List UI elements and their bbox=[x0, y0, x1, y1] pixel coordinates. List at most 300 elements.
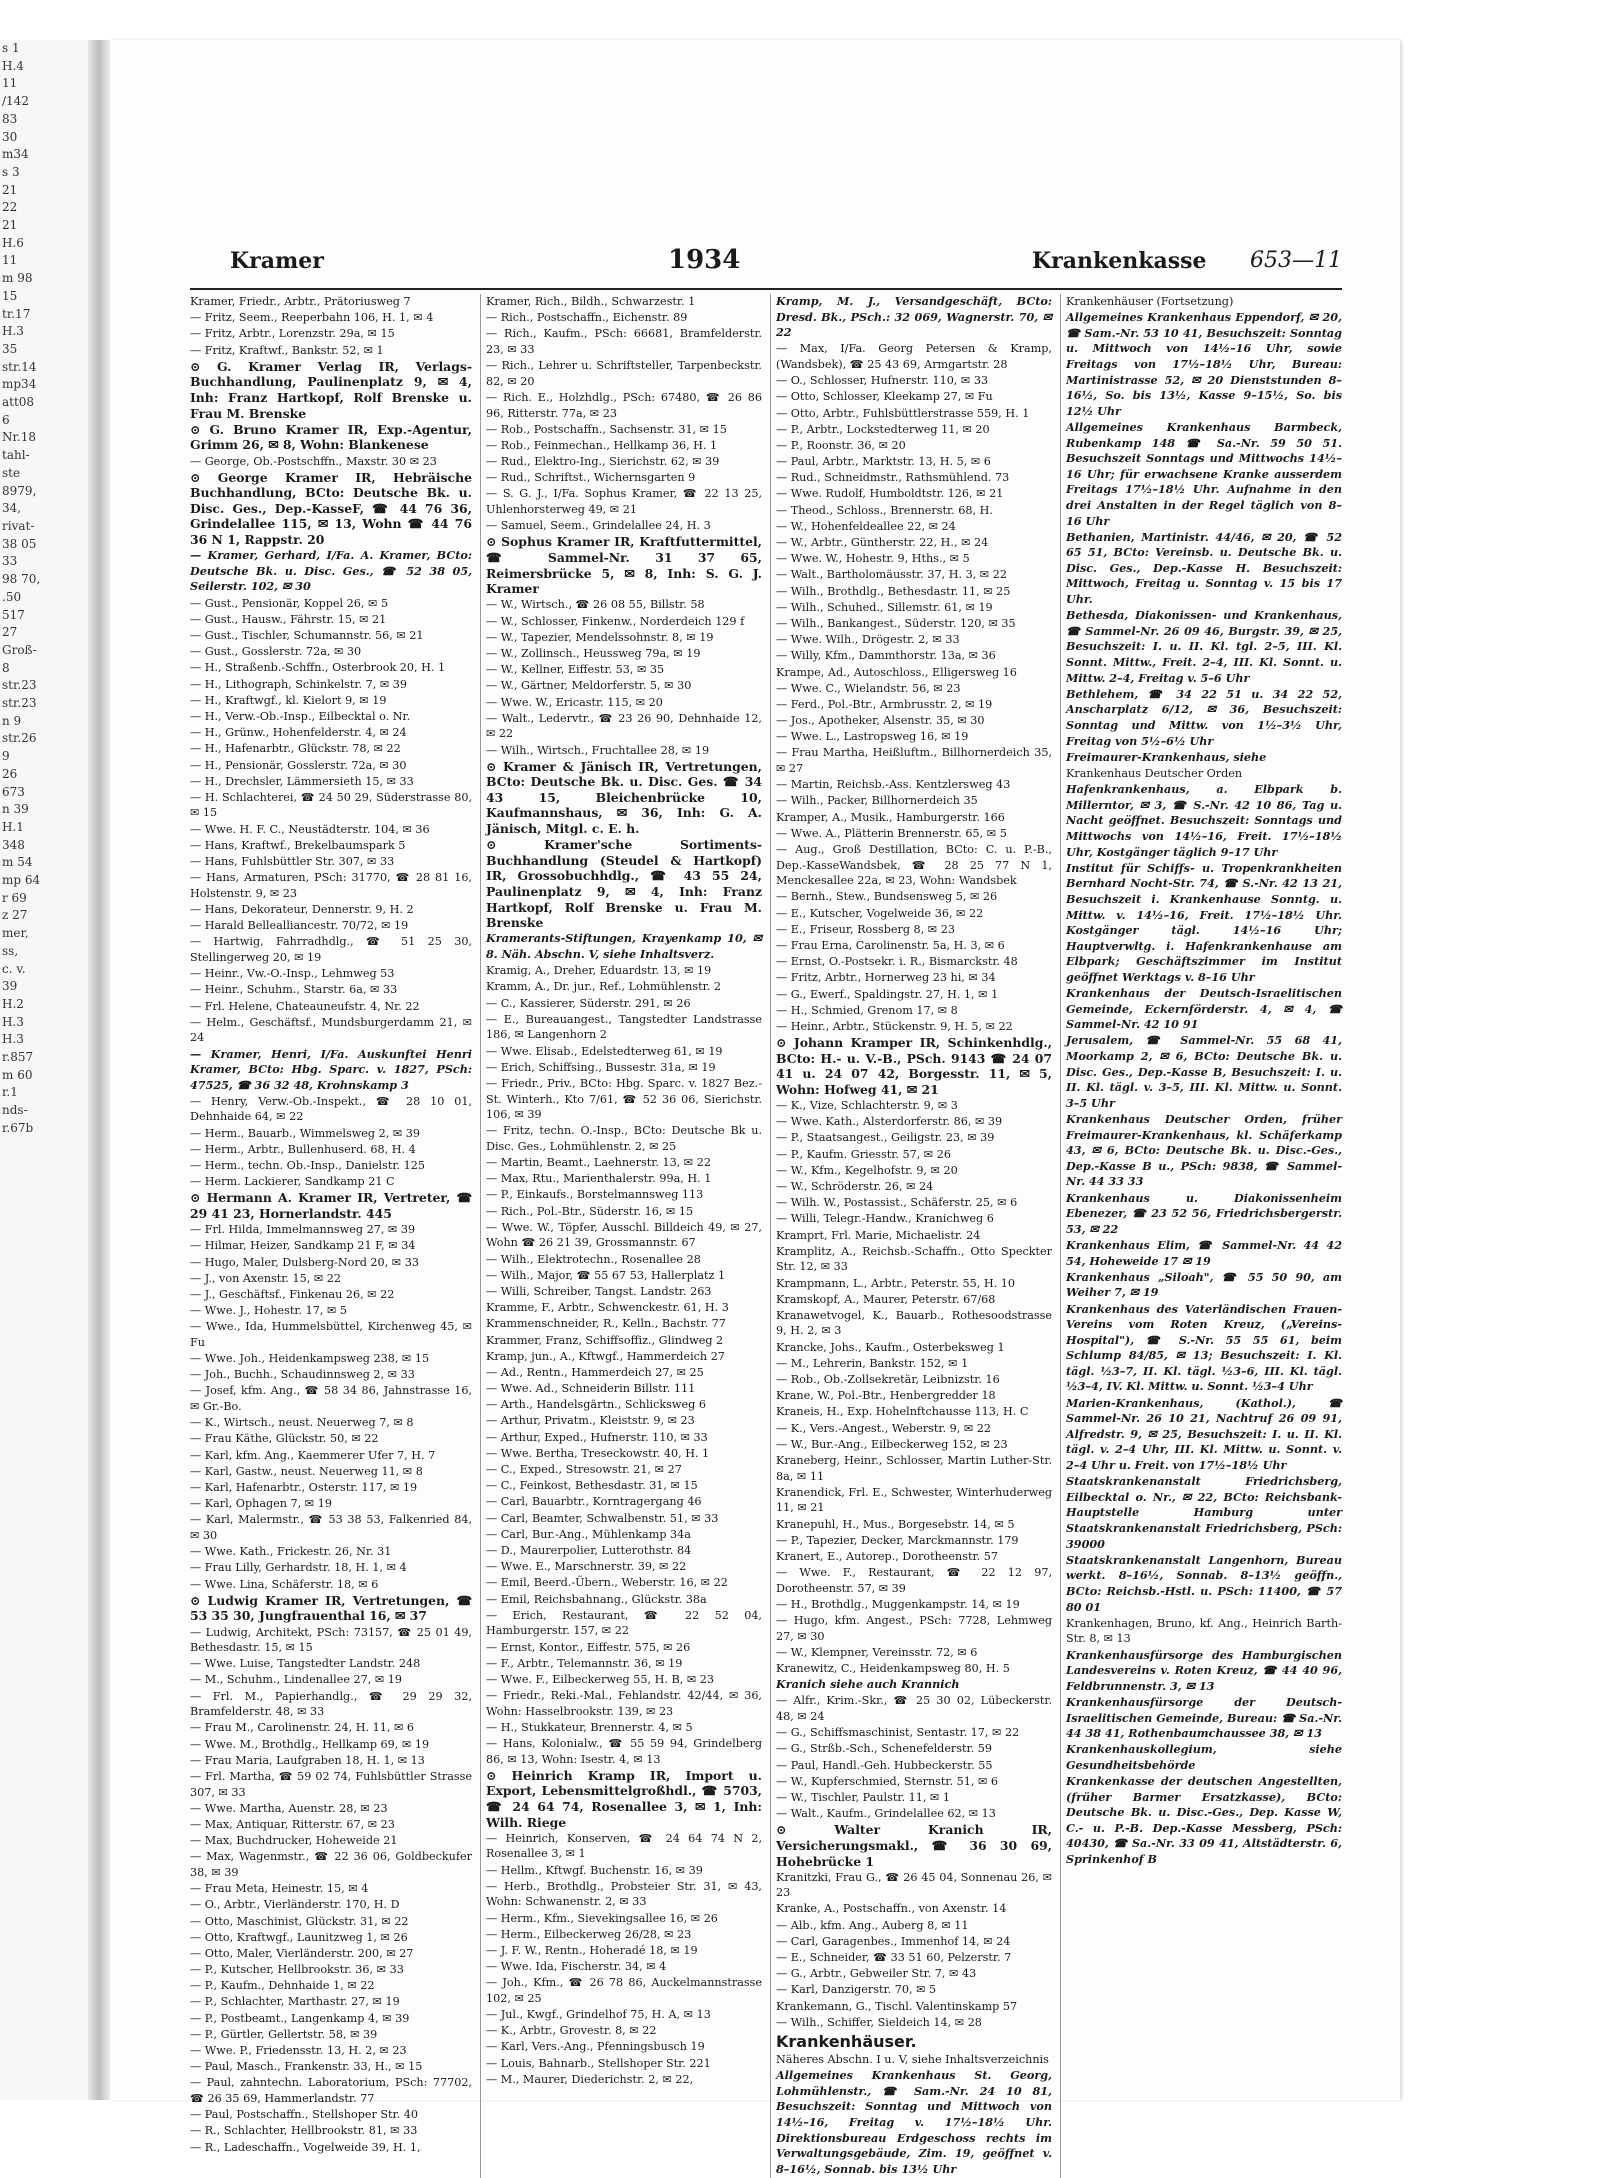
directory-entry: — P., Kutscher, Hellbrookstr. 36, ✉ 33 bbox=[190, 1963, 404, 1977]
left-fragment: 21 bbox=[2, 218, 18, 233]
directory-entry: — Rud., Schriftst., Wichernsgarten 9 bbox=[486, 471, 696, 485]
directory-entry: — Wilh., Elektrotechn., Rosenallee 28 bbox=[486, 1252, 701, 1266]
directory-entry: Kranke, A., Postschaffn., von Axenstr. 14 bbox=[776, 1902, 1007, 1916]
directory-entry: — E., Bureauangest., Tangstedter Landstrasse 186, ✉ Langenhorn 2 bbox=[486, 1012, 762, 1042]
page-header bbox=[190, 240, 1342, 280]
directory-entry: ⊙ Kramer'sche Sortiments-Buchhandlung (Steudel & Hartkopf) IR, Grossobuchhdlg., ☎ 43 55 24, Paulinenplatz 9, ✉ 4, Inh: Franz Hartkopf, Rolf Brenske u. Frau M. Brenske bbox=[486, 837, 762, 931]
directory-entry: — Emil, Reichsbahnang., Glückstr. 38a bbox=[486, 1592, 707, 1606]
directory-entry: Kramprt, Frl. Marie, Michaelistr. 24 bbox=[776, 1228, 981, 1242]
directory-entry: — Wilh., Packer, Billhornerdeich 35 bbox=[776, 794, 978, 808]
directory-entry: — Rich., Lehrer u. Schriftsteller, Tarpenbeckstr. 82, ✉ 20 bbox=[486, 359, 762, 388]
left-page-text-fragments bbox=[0, 40, 90, 1138]
directory-entry: — Wwe. C., Wielandstr. 56, ✉ 23 bbox=[776, 681, 961, 695]
left-fragment: ss, bbox=[2, 943, 19, 958]
directory-entry: — Wwe. Elisab., Edelstedterweg 61, ✉ 19 bbox=[486, 1044, 723, 1058]
directory-entry: Kramig, A., Dreher, Eduardstr. 13, ✉ 19 bbox=[486, 964, 712, 978]
directory-entry: — Karl, Malermstr., ☎ 53 38 53, Falkenried 84, ✉ 30 bbox=[190, 1513, 472, 1542]
directory-entry: Krankenhaus Deutscher Orden, früher Freimaurer-Krankenhaus, kl. Schäferkamp 43, ✉ 6, BCto: Deutsche Bk. u. Disc.-Ges., Dep.-Kasse B u., PSch: 9838, ☎ Sammel-Nr. 44 33 33 bbox=[1066, 1112, 1342, 1189]
directory-entry: — O., Arbtr., Vierländerstr. 170, H. D bbox=[190, 1898, 400, 1912]
directory-entry: — W., Tischler, Paulstr. 11, ✉ 1 bbox=[776, 1790, 950, 1804]
directory-entry: Krammer, Franz, Schiffsoffiz., Glindweg 2 bbox=[486, 1333, 724, 1347]
directory-entry: Kramer, Rich., Bildh., Schwarzestr. 1 bbox=[486, 295, 696, 308]
directory-entry: — P., Gürtler, Gellertstr. 58, ✉ 39 bbox=[190, 2027, 378, 2041]
directory-entry: — H., Lithograph, Schinkelstr. 7, ✉ 39 bbox=[190, 677, 408, 691]
directory-entry: — Ferd., Pol.-Btr., Armbrusstr. 2, ✉ 19 bbox=[776, 697, 993, 711]
directory-entry: — Wwe. Joh., Heidenkampsweg 238, ✉ 15 bbox=[190, 1352, 430, 1366]
directory-entry: — H. Schlachterei, ☎ 24 50 29, Süderstrasse 80, ✉ 15 bbox=[190, 790, 472, 820]
directory-columns bbox=[190, 294, 1342, 2176]
directory-entry: — Friedr., Priv., BCto: Hbg. Sparc. v. 1827 Bez.-St. Winterh., Kto 7/61, ☎ 52 36 06, Sierichstr. 106, ✉ 39 bbox=[486, 1076, 762, 1122]
directory-entry: — W., Tapezier, Mendelssohnstr. 8, ✉ 19 bbox=[486, 630, 714, 644]
directory-entry: Krampe, Ad., Autoschloss., Elligersweg 16 bbox=[776, 665, 1017, 679]
directory-entry: Krankenhaus Deutscher Orden bbox=[1066, 766, 1243, 780]
left-fragment: H.2 bbox=[2, 996, 24, 1011]
directory-entry: Krankenhaus der Deutsch-Israelitischen Gemeinde, Eckernförderstr. 4, ✉ 4, ☎ Sammel-Nr. 42 10 91 bbox=[1066, 986, 1342, 1032]
directory-entry: — J., von Axenstr. 15, ✉ 22 bbox=[190, 1271, 342, 1285]
directory-entry: — Rich., Pol.-Btr., Süderstr. 16, ✉ 15 bbox=[486, 1204, 694, 1218]
directory-entry: Staatskrankenanstalt Friedrichsberg, Eilbecktal o. Nr., ✉ 22, BCto: Reichsbank-Hauptstelle Hamburg unter Staatskrankenanstalt Friedrichsberg, PSch: 39000 bbox=[1066, 1474, 1342, 1551]
directory-entry: Kraneberg, Heinr., Schlosser, Martin Luther-Str. 8a, ✉ 11 bbox=[776, 1453, 1052, 1483]
left-fragment: n 39 bbox=[2, 802, 29, 817]
directory-entry: — Willy, Kfm., Dammthorstr. 13a, ✉ 36 bbox=[776, 649, 996, 663]
directory-entry: — Erich, Restaurant, ☎ 22 52 04, Hamburgerstr. 157, ✉ 22 bbox=[486, 1608, 762, 1638]
directory-entry: — Frau Erna, Carolinenstr. 5a, H. 3, ✉ 6 bbox=[776, 938, 1005, 952]
directory-entry: Kramskopf, A., Maurer, Peterstr. 67/68 bbox=[776, 1292, 996, 1306]
directory-entry: — H., Straßenb.-Schffn., Osterbrook 20, H. 1 bbox=[190, 661, 446, 675]
directory-entry: — Wwe. E., Marschnerstr. 39, ✉ 22 bbox=[486, 1560, 687, 1574]
directory-entry: — Frau Meta, Heinestr. 15, ✉ 4 bbox=[190, 1882, 369, 1896]
directory-entry: — Wwe. L., Lastropsweg 16, ✉ 19 bbox=[776, 730, 969, 744]
directory-entry: — Rob., Postschaffn., Sachsenstr. 31, ✉ 15 bbox=[486, 422, 727, 436]
directory-entry: ⊙ Heinrich Kramp IR, Import u. Export, Lebensmittelgroßhdl., ☎ 5703, ☎ 24 64 74, Rosenallee 3, ✉ 1, Inh: Wilh. Riege bbox=[486, 1767, 762, 1830]
directory-entry: — Wilh., Wirtsch., Fruchtallee 28, ✉ 19 bbox=[486, 743, 710, 757]
directory-entry: — Otto, Maschinist, Glückstr. 31, ✉ 22 bbox=[190, 1914, 409, 1928]
directory-entry: — P., Kaufm., Dehnhaide 1, ✉ 22 bbox=[190, 1979, 375, 1993]
directory-entry: — Jos., Apotheker, Alsenstr. 35, ✉ 30 bbox=[776, 714, 985, 728]
left-fragment: Nr.18 bbox=[2, 430, 37, 445]
directory-entry: — Frl. Hilda, Immelmannsweg 27, ✉ 39 bbox=[190, 1223, 416, 1237]
directory-entry: — Fritz, Seem., Reeperbahn 106, H. 1, ✉ 4 bbox=[190, 311, 434, 325]
directory-entry: — K., Vize, Schlachterstr. 9, ✉ 3 bbox=[776, 1099, 958, 1113]
directory-entry: — E., Schneider, ☎ 33 51 60, Pelzerstr. 7 bbox=[776, 1951, 1012, 1965]
directory-entry: — P., Tapezier, Decker, Marckmannstr. 179 bbox=[776, 1533, 1019, 1547]
directory-entry: — Samuel, Seem., Grindelallee 24, H. 3 bbox=[486, 519, 711, 533]
directory-entry: — Emil, Beerd.-Übern., Weberstr. 16, ✉ 22 bbox=[486, 1576, 728, 1590]
directory-entry: — W., Wirtsch., ☎ 26 08 55, Billstr. 58 bbox=[486, 598, 705, 612]
directory-entry: — Kramer, Henri, I/Fa. Auskunftei Henri Kramer, BCto: Hbg. Sparc. v. 1827, PSch: 47525, ☎ 36 32 48, Krohnskamp 3 bbox=[190, 1046, 472, 1092]
directory-entry: — Rud., Elektro-Ing., Sierichstr. 62, ✉ 39 bbox=[486, 455, 720, 469]
left-fragment: 517 bbox=[2, 607, 25, 622]
directory-entry: Kranepuhl, H., Mus., Borgesebstr. 14, ✉ 5 bbox=[776, 1517, 1015, 1531]
left-fragment: 83 bbox=[2, 111, 18, 126]
directory-entry: Kranewitz, C., Heidenkampsweg 80, H. 5 bbox=[776, 1662, 1010, 1676]
directory-entry: — Hans, Fuhlsbüttler Str. 307, ✉ 33 bbox=[190, 855, 395, 869]
directory-entry: — J., Geschäftsf., Finkenau 26, ✉ 22 bbox=[190, 1287, 395, 1301]
directory-entry: Krankenhaus des Vaterländischen Frauen-Vereins vom Roten Kreuz, („Vereins-Hospital"), ☎ S.-Nr. 55 55 61, beim Schlump 84/85, ✉ 13; Besuchszeit: I. Kl. tägl. ½3–7, II. Kl. tägl. ½3–6, III. Kl. tägl. ½3–4, IV. Kl. Mittw. u. Sonnt. ½3–4 Uhr bbox=[1066, 1301, 1342, 1394]
directory-entry: — W., Arbtr., Güntherstr. 22, H., ✉ 24 bbox=[776, 536, 989, 550]
directory-entry: — Karl, Hafenarbtr., Osterstr. 117, ✉ 19 bbox=[190, 1481, 418, 1494]
directory-entry: — Henry, Verw.-Ob.-Inspekt., ☎ 28 10 01, Dehnhaide 64, ✉ 22 bbox=[190, 1094, 472, 1124]
directory-entry: — Wwe. Martha, Auenstr. 28, ✉ 23 bbox=[190, 1801, 388, 1815]
directory-entry: — Herm., Arbtr., Bullenhuserd. 68, H. 4 bbox=[190, 1142, 416, 1156]
directory-entry: — Carl, Bur.-Ang., Mühlenkamp 34a bbox=[486, 1527, 691, 1541]
directory-entry: — Frl. Helene, Chateauneufstr. 4, Nr. 22 bbox=[190, 999, 420, 1013]
directory-entry: — Carl, Beamter, Schwalbenstr. 51, ✉ 33 bbox=[486, 1511, 719, 1525]
directory-entry: — Otto, Schlosser, Kleekamp 27, ✉ Fu bbox=[776, 390, 993, 404]
left-fragment: s 1 bbox=[2, 41, 20, 55]
directory-entry: ⊙ Sophus Kramer IR, Kraftfuttermittel, ☎ Sammel-Nr. 31 37 65, Reimersbrücke 5, ✉ 8, Inh: S. G. J. Kramer bbox=[486, 534, 762, 597]
directory-entry: — F., Arbtr., Telemannstr. 36, ✉ 19 bbox=[486, 1656, 683, 1670]
directory-entry: — George, Ob.-Postschffn., Maxstr. 30 ✉ 23 bbox=[190, 454, 437, 468]
directory-entry: — W., Kupferschmied, Sternstr. 51, ✉ 6 bbox=[776, 1774, 999, 1788]
left-fragment: H.6 bbox=[2, 235, 24, 250]
left-fragment: 9 bbox=[2, 749, 10, 764]
directory-entry: — Kramer, Gerhard, I/Fa. A. Kramer, BCto: Deutsche Bk. u. Disc. Ges., ☎ 52 38 05, Seilerstr. 102, ✉ 30 bbox=[190, 548, 472, 594]
directory-entry: — Erich, Schiffsing., Bussestr. 31a, ✉ 19 bbox=[486, 1060, 716, 1074]
directory-entry: Krankenhaus „Siloah", ☎ 55 50 90, am Weiher 7, ✉ 19 bbox=[1066, 1269, 1342, 1300]
directory-entry: — Joh., Kfm., ☎ 26 78 86, Auckelmannstrasse 102, ✉ 25 bbox=[486, 1976, 762, 2005]
directory-entry: — Rich., Postschaffn., Eichenstr. 89 bbox=[486, 311, 688, 325]
directory-entry: — R., Schlachter, Hellbrookstr. 81, ✉ 33 bbox=[190, 2124, 418, 2138]
directory-entry: — Karl, kfm. Ang., Kaemmerer Ufer 7, H. 7 bbox=[190, 1448, 436, 1462]
directory-entry: Freimaurer-Krankenhaus, siehe bbox=[1066, 749, 1267, 764]
directory-entry: — H., Kraftwgf., kl. Kielort 9, ✉ 19 bbox=[190, 693, 387, 707]
directory-entry: — Carl, Bauarbtr., Korntragergang 46 bbox=[486, 1495, 702, 1509]
directory-entry: — Fritz, Arbtr., Lorenzstr. 29a, ✉ 15 bbox=[190, 327, 395, 341]
directory-entry: ⊙ G. Kramer Verlag IR, Verlags-Buchhandlung, Paulinenplatz 9, ✉ 4, Inh: Franz Hartkopf, Rolf Brenske u. Frau M. Brenske bbox=[190, 358, 472, 421]
directory-entry: Kranawetvogel, K., Bauarb., Rothesoodstrasse 9, H. 2, ✉ 3 bbox=[776, 1308, 1052, 1338]
left-fragment: m34 bbox=[2, 147, 29, 162]
directory-entry: — Paul, Masch., Frankenstr. 33, H., ✉ 15 bbox=[190, 2060, 423, 2074]
left-fragment: .50 bbox=[2, 589, 22, 604]
directory-entry: — Heinr., Arbtr., Stückenstr. 9, H. 5, ✉ 22 bbox=[776, 1019, 1013, 1033]
left-fragment: H.1 bbox=[2, 819, 24, 834]
directory-entry: — Wwe. F., Eilbeckerweg 55, H. B, ✉ 23 bbox=[486, 1672, 714, 1686]
directory-entry: Kramper, A., Musik., Hamburgerstr. 166 bbox=[776, 810, 1005, 824]
directory-entry: — Otto, Arbtr., Fuhlsbüttlerstrasse 559, H. 1 bbox=[776, 406, 1030, 420]
directory-entry: — Fritz, Kraftwf., Bankstr. 52, ✉ 1 bbox=[190, 343, 384, 357]
directory-entry: ⊙ Ludwig Kramer IR, Vertretungen, ☎ 53 35 30, Jungfrauenthal 16, ✉ 37 bbox=[190, 1592, 472, 1624]
directory-entry: — Max, I/Fa. Georg Petersen & Kramp, (Wandsbek), ☎ 25 43 69, Armgartstr. 28 bbox=[776, 342, 1052, 371]
directory-entry: — W., Schlosser, Finkenw., Norderdeich 129 f bbox=[486, 614, 745, 628]
column-3 bbox=[770, 294, 1052, 2178]
directory-entry: — Herm., Kfm., Sievekingsallee 16, ✉ 26 bbox=[486, 1911, 718, 1925]
left-fragment: str.26 bbox=[2, 731, 37, 746]
left-fragment: mer, bbox=[2, 926, 29, 941]
directory-entry: — Wilh., Brothdlg., Bethesdastr. 11, ✉ 25 bbox=[776, 584, 1011, 598]
directory-entry: Kramm, A., Dr. jur., Ref., Lohmühlenstr. 2 bbox=[486, 980, 721, 994]
directory-entry: — Karl, Ophagen 7, ✉ 19 bbox=[190, 1497, 332, 1511]
directory-entry: — Wwe., Ida, Hummelsbüttel, Kirchenweg 45, ✉ Fu bbox=[190, 1320, 472, 1349]
directory-entry: — Wilh. W., Postassist., Schäferstr. 25, ✉ 6 bbox=[776, 1196, 1018, 1210]
directory-entry: — Wilh., Schuhed., Sillemstr. 61, ✉ 19 bbox=[776, 600, 993, 614]
left-fragment: z 27 bbox=[2, 908, 28, 923]
directory-entry: — P., Arbtr., Lockstedterweg 11, ✉ 20 bbox=[776, 422, 990, 436]
directory-entry: — C., Exped., Stresowstr. 21, ✉ 27 bbox=[486, 1463, 682, 1477]
directory-entry: — P., Einkaufs., Borstelmannsweg 113 bbox=[486, 1188, 704, 1202]
directory-entry: Krankemann, G., Tischl. Valentinskamp 57 bbox=[776, 1999, 1018, 2013]
directory-entry: — H., Pensionär, Gosslerstr. 72a, ✉ 30 bbox=[190, 758, 407, 772]
directory-entry: — Karl, Vers.-Ang., Pfenningsbusch 19 bbox=[486, 2040, 705, 2054]
header-page-number: 653—11 bbox=[1250, 248, 1342, 273]
directory-entry: — Herm. Lackierer, Sandkamp 21 C bbox=[190, 1175, 395, 1189]
directory-entry: — Willi, Schreiber, Tangst. Landstr. 263 bbox=[486, 1284, 712, 1298]
directory-entry: Hafenkrankenhaus, a. Elbpark b. Millerntor, ✉ 3, ☎ S.-Nr. 42 10 86, Tag u. Nacht geöffnet. Besuchszeit: Sonntags und Mittwochs von 14½–16, Freit. 17½–18½ Uhr, Kostgänger täglich 9–17 Uhr bbox=[1066, 782, 1342, 859]
column-2 bbox=[480, 294, 762, 2178]
left-fragment: n 9 bbox=[2, 713, 22, 728]
directory-entry: — Carl, Garagenbes., Immenhof 14, ✉ 24 bbox=[776, 1934, 1011, 1948]
left-fragment: 33 bbox=[2, 554, 18, 569]
left-fragment: 15 bbox=[2, 288, 18, 303]
directory-entry: — Hugo, kfm. Angest., PSch: 7728, Lehmweg 27, ✉ 30 bbox=[776, 1614, 1052, 1643]
directory-entry: — Wwe. P., Friedensstr. 13, H. 2, ✉ 23 bbox=[190, 2044, 407, 2057]
directory-entry: Krankenhagen, Bruno, kf. Ang., Heinrich Barth-Str. 8, ✉ 13 bbox=[1066, 1616, 1342, 1646]
header-rule bbox=[190, 288, 1342, 290]
directory-entry: ⊙ Hermann A. Kramer IR, Vertreter, ☎ 29 41 23, Hornerlandstr. 445 bbox=[190, 1190, 472, 1221]
left-fragment: /142 bbox=[2, 94, 29, 109]
left-fragment: 39 bbox=[2, 979, 18, 994]
directory-entry: — Arthur, Exped., Hufnerstr. 110, ✉ 33 bbox=[486, 1430, 708, 1444]
left-fragment: Groß- bbox=[2, 642, 37, 657]
directory-entry: — Frau Maria, Laufgraben 18, H. 1, ✉ 13 bbox=[190, 1753, 425, 1767]
directory-entry: — Frau Martha, Heißluftm., Billhornerdeich 35, ✉ 27 bbox=[776, 746, 1052, 776]
directory-entry: — G., Arbtr., Gebweiler Str. 7, ✉ 43 bbox=[776, 1967, 977, 1981]
directory-entry: — Paul, Postschaffn., Stellshoper Str. 40 bbox=[190, 2108, 419, 2122]
directory-entry: Bethesda, Diakonissen- und Krankenhaus, ☎ Sammel-Nr. 26 09 46, Burgstr. 39, ✉ 25, Besuchszeit: I. u. II. Kl. tgl. 2–5, III. Kl. Sonnt. Mittw., Freit. 2–4, III. Kl. Sonnt. u. Mittw. 2–4, Freitag v. 5–6 Uhr bbox=[1066, 608, 1342, 685]
directory-entry: — M., Schuhm., Lindenallee 27, ✉ 19 bbox=[190, 1673, 403, 1687]
directory-entry: Krancke, Johs., Kaufm., Osterbeksweg 1 bbox=[776, 1340, 1005, 1354]
directory-entry: — Gust., Pensionär, Koppel 26, ✉ 5 bbox=[190, 596, 389, 610]
directory-entry: ⊙ George Kramer IR, Hebräische Buchhandlung, BCto: Deutsche Bk. u. Disc. Ges., Dep.-KasseF, ☎ 44 76 36, Grindelallee 115, ✉ 13, Wohn ☎ 44 76 36 N 1, Rappstr. 20 bbox=[190, 469, 472, 548]
directory-entry: — Walt., Kaufm., Grindelallee 62, ✉ 13 bbox=[776, 1807, 996, 1821]
left-fragment: H.4 bbox=[2, 58, 24, 73]
left-fragment: 35 bbox=[2, 341, 18, 356]
directory-entry: Kranitzki, Frau G., ☎ 26 45 04, Sonnenau 26, ✉ 23 bbox=[776, 1870, 1052, 1900]
directory-entry: Kranendick, Frl. E., Schwester, Winterhuderweg 11, ✉ 21 bbox=[776, 1485, 1052, 1515]
book-gutter bbox=[88, 40, 110, 2100]
directory-entry: — Herm., Bauarb., Wimmelsweg 2, ✉ 39 bbox=[190, 1126, 421, 1140]
directory-entry: — Fritz, Arbtr., Hornerweg 23 hi, ✉ 34 bbox=[776, 971, 996, 985]
directory-entry: — Rob., Ob.-Zollsekretär, Leibnizstr. 16 bbox=[776, 1373, 1000, 1387]
directory-entry: — Wwe. W., Hohestr. 9, Hths., ✉ 5 bbox=[776, 552, 970, 566]
directory-entry: Kranich siehe auch Krannich bbox=[776, 1677, 960, 1692]
directory-entry: — P., Postbeamt., Langenkamp 4, ✉ 39 bbox=[190, 2011, 410, 2025]
directory-entry: — W., Schröderstr. 26, ✉ 24 bbox=[776, 1179, 934, 1193]
directory-entry: — Frau Käthe, Glückstr. 50, ✉ 22 bbox=[190, 1432, 379, 1446]
directory-entry: — Frau M., Carolinenstr. 24, H. 11, ✉ 6 bbox=[190, 1721, 414, 1735]
directory-entry: — W., Kellner, Eiffestr. 53, ✉ 35 bbox=[486, 663, 665, 677]
directory-entry: — Frl. M., Papierhandlg., ☎ 29 29 32, Bramfelderstr. 48, ✉ 33 bbox=[190, 1689, 472, 1719]
directory-entry: — W., Kfm., Kegelhofstr. 9, ✉ 20 bbox=[776, 1163, 958, 1177]
directory-entry: — Wwe. Luise, Tangstedter Landstr. 248 bbox=[190, 1657, 421, 1671]
header-year: 1934 bbox=[668, 245, 741, 275]
directory-entry: — Wilh., Schiffer, Sieldeich 14, ✉ 28 bbox=[776, 2015, 982, 2029]
left-fragment: m 60 bbox=[2, 1067, 33, 1082]
directory-entry: — Wwe. W., Ericastr. 115, ✉ 20 bbox=[486, 695, 663, 709]
left-fragment: 6 bbox=[2, 412, 10, 427]
directory-entry: Krampmann, L., Arbtr., Peterstr. 55, H. 10 bbox=[776, 1276, 1015, 1290]
directory-entry: Krankenkasse der deutschen Angestellten, (früher Barmer Ersatzkasse), BCto: Deutsche Bk. u. Disc.-Ges., Dep. Kasse W, C.- u. P.-B. Dep.-Kasse Messberg, PSch: 40430, ☎ Sa.-Nr. 33 09 41, Altstädterstr. 6, Sprinkenhof B bbox=[1066, 1774, 1342, 1867]
directory-entry: — Wwe. Ad., Schneiderin Billstr. 111 bbox=[486, 1382, 696, 1396]
left-fragment: c. v. bbox=[2, 961, 26, 976]
directory-entry: — Jul., Kwgf., Grindelhof 75, H. A, ✉ 13 bbox=[486, 2008, 711, 2022]
directory-entry: — H., Schmied, Grenom 17, ✉ 8 bbox=[776, 1003, 958, 1017]
directory-entry: Krankenhauskollegium, siehe Gesundheitsbehörde bbox=[1066, 1742, 1342, 1772]
directory-entry: — Heinrich, Konserven, ☎ 24 64 74 N 2, Rosenallee 3, ✉ 1 bbox=[486, 1831, 762, 1861]
directory-entry: — Bernh., Stew., Bundsensweg 5, ✉ 26 bbox=[776, 890, 998, 904]
directory-entry: Allgemeines Krankenhaus St. Georg, Lohmühlenstr., ☎ Sam.-Nr. 24 10 81, Besuchszeit: Sonntag und Mittwoch von 14½–16, Freitag v. 17½–18½ Uhr. Direktionsbureau Erdgeschoss rechts im Verwaltungsgebäude, Zim. 19, geöffnet v. 8–16½, Sonnab. bis 13½ Uhr bbox=[776, 2068, 1052, 2176]
left-fragment: 22 bbox=[2, 200, 18, 215]
directory-entry: — Ludwig, Architekt, PSch: 73157, ☎ 25 01 49, Bethesdastr. 15, ✉ 15 bbox=[190, 1625, 472, 1655]
directory-entry: Kramer, Friedr., Arbtr., Prätoriusweg 7 bbox=[190, 295, 411, 308]
directory-entry: — Gust., Gosslerstr. 72a, ✉ 30 bbox=[190, 645, 362, 659]
directory-entry: — Wwe. Wilh., Drögestr. 2, ✉ 33 bbox=[776, 633, 960, 647]
directory-entry: — Max, Rtu., Marienthalerstr. 99a, H. 1 bbox=[486, 1172, 712, 1186]
directory-entry: — Wwe. Kath., Frickestr. 26, Nr. 31 bbox=[190, 1545, 392, 1559]
directory-entry: — H., Grünw., Hohenfelderstr. 4, ✉ 24 bbox=[190, 726, 407, 740]
left-fragment: r.857 bbox=[2, 1050, 34, 1065]
directory-entry: — K., Wirtsch., neust. Neuerweg 7, ✉ 8 bbox=[190, 1416, 414, 1430]
directory-entry: — D., Maurerpolier, Lutterothstr. 84 bbox=[486, 1543, 692, 1557]
directory-entry: — G., Strßb.-Sch., Schenefelderstr. 59 bbox=[776, 1742, 992, 1756]
directory-entry: — Wilh., Bankangest., Süderstr. 120, ✉ 35 bbox=[776, 616, 1016, 630]
directory-entry: Kramerants-Stiftungen, Krayenkamp 10, ✉ 8. Näh. Abschn. V, siehe Inhaltsverz. bbox=[486, 931, 762, 961]
directory-entry: — Hilmar, Heizer, Sandkamp 21 F, ✉ 34 bbox=[190, 1239, 416, 1253]
left-fragment: ste bbox=[2, 465, 21, 480]
directory-entry: — Gust., Tischler, Schumannstr. 56, ✉ 21 bbox=[190, 629, 424, 642]
directory-entry: Kramp, jun., A., Kftwgf., Hammerdeich 27 bbox=[486, 1349, 725, 1363]
left-fragment: m 54 bbox=[2, 855, 33, 870]
left-fragment: 11 bbox=[2, 76, 18, 91]
left-fragment: 8 bbox=[2, 660, 10, 675]
directory-entry: — H., Hafenarbtr., Glückstr. 78, ✉ 22 bbox=[190, 742, 401, 756]
directory-entry: — Arthur, Privatm., Kleiststr. 9, ✉ 23 bbox=[486, 1414, 695, 1428]
directory-entry: — Arth., Handelsgärtn., Schlicksweg 6 bbox=[486, 1398, 706, 1412]
directory-entry: — Otto, Maler, Vierländerstr. 200, ✉ 27 bbox=[190, 1946, 414, 1960]
left-fragment: 348 bbox=[2, 837, 25, 852]
directory-page bbox=[110, 40, 1400, 2176]
directory-entry: — G., Ewerf., Spaldingstr. 27, H. 1, ✉ 1 bbox=[776, 987, 999, 1001]
directory-entry: — Walt., Ledervtr., ☎ 23 26 90, Dehnhaide 12, ✉ 22 bbox=[486, 711, 762, 741]
directory-entry: — Wwe. H. F. C., Neustädterstr. 104, ✉ 36 bbox=[190, 822, 430, 836]
header-right-word: Krankenkasse bbox=[1032, 248, 1207, 274]
left-fragment: 673 bbox=[2, 784, 25, 799]
directory-entry: — Wwe. W., Töpfer, Ausschl. Billdeich 49, ✉ 27, Wohn ☎ 26 21 39, Grossmannstr. 67 bbox=[486, 1220, 762, 1250]
directory-entry: — Joh., Buchh., Schaudinnsweg 2, ✉ 33 bbox=[190, 1368, 415, 1382]
directory-entry: Näheres Abschn. I u. V, siehe Inhaltsverzeichnis bbox=[776, 2052, 1049, 2066]
directory-entry: — Theod., Schloss., Brennerstr. 68, H. bbox=[776, 503, 993, 517]
left-fragment: H.3 bbox=[2, 1014, 24, 1029]
column-4 bbox=[1060, 294, 1342, 2178]
directory-entry: Krane, W., Pol.-Btr., Henbergredder 18 bbox=[776, 1389, 996, 1403]
directory-entry: — Hartwig, Fahrradhdlg., ☎ 51 25 30, Stellingerweg 20, ✉ 19 bbox=[190, 935, 472, 964]
directory-entry: — Wwe. Rudolf, Humboldtstr. 126, ✉ 21 bbox=[776, 487, 1004, 501]
directory-entry: — Heinr., Vw.-O.-Insp., Lehmweg 53 bbox=[190, 967, 395, 981]
left-fragment: 8979, bbox=[2, 483, 37, 498]
directory-entry: — Heinr., Schuhm., Starstr. 6a, ✉ 33 bbox=[190, 983, 398, 997]
directory-entry: Kramme, F., Arbtr., Schwenckestr. 61, H. 3 bbox=[486, 1301, 729, 1315]
directory-entry: — R., Ladeschaffn., Vogelweide 39, H. 1, bbox=[190, 2140, 421, 2154]
directory-entry: — O., Schlosser, Hufnerstr. 110, ✉ 33 bbox=[776, 374, 989, 388]
directory-entry: Allgemeines Krankenhaus Eppendorf, ✉ 20, ☎ Sam.-Nr. 53 10 41, Besuchszeit: Sonntag u. Mittwoch von 14½–16 Uhr, sowie Freitags von 17½–18½ Uhr, Bureau: Martinistrasse 52, ✉ 20 Dienststunden 8–16½, So. bis 13½, Kasse 9–15½, So. bis 12½ Uhr bbox=[1066, 310, 1342, 418]
directory-entry: — Wwe. Bertha, Treseckowstr. 40, H. 1 bbox=[486, 1446, 710, 1460]
directory-entry: — Alfr., Krim.-Skr., ☎ 25 30 02, Lübeckerstr. 48, ✉ 24 bbox=[776, 1694, 1052, 1723]
directory-entry: — Fritz, techn. O.-Insp., BCto: Deutsche Bk u. Disc. Ges., Lohmühlenstr. 2, ✉ 25 bbox=[486, 1124, 762, 1153]
directory-entry: Jerusalem, ☎ Sammel-Nr. 55 68 41, Moorkamp 2, ✉ 6, BCto: Deutsche Bk. u. Disc. Ges., Dep.-Kasse B, Besuchszeit: I. u. II. Kl. tägl. v. 3–5, III. Kl. Mittw. u. Sonnt. 3–5 Uhr bbox=[1066, 1033, 1342, 1110]
directory-entry: — Martin, Reichsb.-Ass. Kentzlersweg 43 bbox=[776, 778, 1011, 792]
left-fragment: r 69 bbox=[2, 890, 27, 905]
header-left-word: Kramer bbox=[230, 248, 324, 274]
directory-entry: — Herm., Eilbeckerweg 26/28, ✉ 23 bbox=[486, 1927, 692, 1941]
directory-entry: — W., Hohenfeldeallee 22, ✉ 24 bbox=[776, 519, 956, 533]
directory-entry: — Frau Lilly, Gerhardstr. 18, H. 1, ✉ 4 bbox=[190, 1561, 407, 1575]
directory-entry: — Wwe. M., Brothdlg., Hellkamp 69, ✉ 19 bbox=[190, 1737, 430, 1751]
directory-entry: — Willi, Telegr.-Handw., Kranichweg 6 bbox=[776, 1212, 994, 1226]
directory-entry: — Max, Buchdrucker, Hoheweide 21 bbox=[190, 1834, 398, 1848]
directory-entry: — Paul, Handl.-Geh. Hubbeckerstr. 55 bbox=[776, 1758, 993, 1772]
directory-entry: ⊙ Johann Kramper IR, Schinkenhdlg., BCto: H.- u. V.-B., PSch. 9143 ☎ 24 07 41 u. 24 07 42, Borgesstr. 11, ✉ 5, Wohn: Hofweg 41, ✉ 21 bbox=[776, 1035, 1052, 1097]
directory-entry: — Friedr., Reki.-Mal., Fehlandstr. 42/44, ✉ 36, Wohn: Hasselbrookstr. 139, ✉ 23 bbox=[486, 1689, 762, 1718]
directory-entry: — Alb., kfm. Ang., Auberg 8, ✉ 11 bbox=[776, 1918, 969, 1932]
directory-entry: — Frl. Martha, ☎ 59 02 74, Fuhlsbüttler Strasse 307, ✉ 33 bbox=[190, 1770, 472, 1799]
left-fragment: 34, bbox=[2, 501, 22, 516]
directory-entry: — Aug., Groß Destillation, BCto: C. u. P.-B., Dep.-KasseWandsbek, ☎ 28 25 77 N 1, Menckesallee 22a, ✉ 23, Wohn: Wandsbek bbox=[776, 843, 1052, 888]
directory-entry: — J. F. W., Rentn., Hoheradé 18, ✉ 19 bbox=[486, 1943, 698, 1957]
directory-entry: Staatskrankenanstalt Langenhorn, Bureau werkt. 8–16½, Sonnab. 8–13½ geöffn., BCto: Reichsb.-Hstl. u. PSch: 11400, ☎ 57 80 01 bbox=[1066, 1552, 1342, 1614]
directory-entry: Kramplitz, A., Reichsb.-Schaffn., Otto Speckter Str. 12, ✉ 33 bbox=[776, 1244, 1052, 1274]
directory-entry: — Paul, Arbtr., Marktstr. 13, H. 5, ✉ 6 bbox=[776, 455, 991, 469]
left-fragment: mp34 bbox=[2, 377, 37, 392]
left-fragment: m 98 bbox=[2, 271, 33, 286]
left-fragment: H.3 bbox=[2, 1032, 24, 1047]
directory-entry: ⊙ Kramer & Jänisch IR, Vertretungen, BCto: Deutsche Bk. u. Disc. Ges. ☎ 34 43 15, Bleichenbrücke 10, Kaufmannshaus, ✉ 36, Inh: G. A. Jänisch, Mitgl. c. E. h. bbox=[486, 758, 762, 837]
directory-entry: — H., Drechsler, Lämmersieth 15, ✉ 33 bbox=[190, 774, 414, 788]
directory-entry: — Hans, Armaturen, PSch: 31770, ☎ 28 81 16, Holstenstr. 9, ✉ 23 bbox=[190, 871, 472, 900]
directory-entry: Institut für Schiffs- u. Tropenkrankheiten Bernhard Nocht-Str. 74, ☎ S.-Nr. 42 13 21, Besuchszeit i. Krankenhause Sonntg. u. Mittw. v. 14½–16, Freit. 17½–18½ Uhr. Kostgänger tägl. 14½–16 Uhr; Hauptverwltg. i. Hafenkrankenhause am Elbpark; Geschäftszimmer im Institut geöffnet Werktags v. 8–16 Uhr bbox=[1066, 860, 1342, 984]
directory-entry: — Wwe. F., Restaurant, ☎ 22 12 97, Dorotheenstr. 57, ✉ 39 bbox=[776, 1566, 1052, 1595]
directory-entry: Marien-Krankenhaus, (Kathol.), ☎ Sammel-Nr. 26 10 21, Nachtruf 26 09 91, Alfredstr. 9, ✉ 25, Besuchszeit: I. u. II. Kl. tägl. v. 2–4 Uhr, III. Kl. Mittw. u. Sonnt. v. 2–4 Uhr u. Freit. von 17½–18½ Uhr bbox=[1066, 1395, 1342, 1473]
directory-entry: — M., Lehrerin, Bankstr. 152, ✉ 1 bbox=[776, 1356, 969, 1370]
directory-entry: — W., Klempner, Vereinsstr. 72, ✉ 6 bbox=[776, 1645, 978, 1659]
left-fragment: str.23 bbox=[2, 696, 37, 711]
directory-entry: — P., Schlachter, Marthastr. 27, ✉ 19 bbox=[190, 1995, 400, 2009]
directory-entry: — M., Maurer, Diederichstr. 2, ✉ 22, bbox=[486, 2072, 694, 2086]
directory-entry: — Ernst, Kontor., Eiffestr. 575, ✉ 26 bbox=[486, 1640, 691, 1654]
directory-entry: — Karl, Gastw., neust. Neuerweg 11, ✉ 8 bbox=[190, 1464, 423, 1478]
directory-entry: — W., Bur.-Ang., Eilbeckerweg 152, ✉ 23 bbox=[776, 1437, 1008, 1451]
left-fragment: att08 bbox=[2, 395, 35, 410]
directory-entry: — Hans, Kraftwf., Brekelbaumspark 5 bbox=[190, 838, 406, 852]
left-facing-page-edge bbox=[0, 40, 90, 2100]
directory-entry: — P., Staatsangest., Geiligstr. 23, ✉ 39 bbox=[776, 1131, 995, 1145]
directory-entry: — Hans, Dekorateur, Dennerstr. 9, H. 2 bbox=[190, 903, 414, 916]
left-fragment: tr.17 bbox=[2, 306, 31, 321]
left-fragment: r.1 bbox=[2, 1085, 18, 1100]
directory-entry: — W., Gärtner, Meldorferstr. 5, ✉ 30 bbox=[486, 679, 692, 693]
directory-entry: — Herb., Brothdlg., Probsteier Str. 31, ✉ 43, Wohn: Schwanenstr. 2, ✉ 33 bbox=[486, 1879, 762, 1909]
directory-entry: — C., Feinkost, Bethesdastr. 31, ✉ 15 bbox=[486, 1479, 698, 1493]
directory-entry: — Wwe. Lina, Schäferstr. 18, ✉ 6 bbox=[190, 1577, 379, 1591]
directory-entry: — Wilh., Major, ☎ 55 67 53, Hallerplatz 1 bbox=[486, 1268, 726, 1282]
directory-entry: Kranert, E., Autorep., Dorotheenstr. 57 bbox=[776, 1549, 998, 1563]
directory-entry: Krammenschneider, R., Kelln., Bachstr. 77 bbox=[486, 1317, 726, 1331]
directory-entry: ⊙ G. Bruno Kramer IR, Exp.-Agentur, Grimm 26, ✉ 8, Wohn: Blankenese bbox=[190, 421, 472, 453]
directory-entry: Krankenhaus Elim, ☎ Sammel-Nr. 44 42 54, Hoheweide 17 ✉ 19 bbox=[1066, 1237, 1342, 1268]
directory-entry: — Walt., Bartholomäusstr. 37, H. 3, ✉ 22 bbox=[776, 568, 1007, 582]
directory-entry: — K., Vers.-Angest., Weberstr. 9, ✉ 22 bbox=[776, 1421, 992, 1435]
directory-entry: — Josef, kfm. Ang., ☎ 58 34 86, Jahnstrasse 16, ✉ Gr.-Bo. bbox=[190, 1384, 472, 1414]
left-fragment: s 3 bbox=[2, 164, 20, 179]
